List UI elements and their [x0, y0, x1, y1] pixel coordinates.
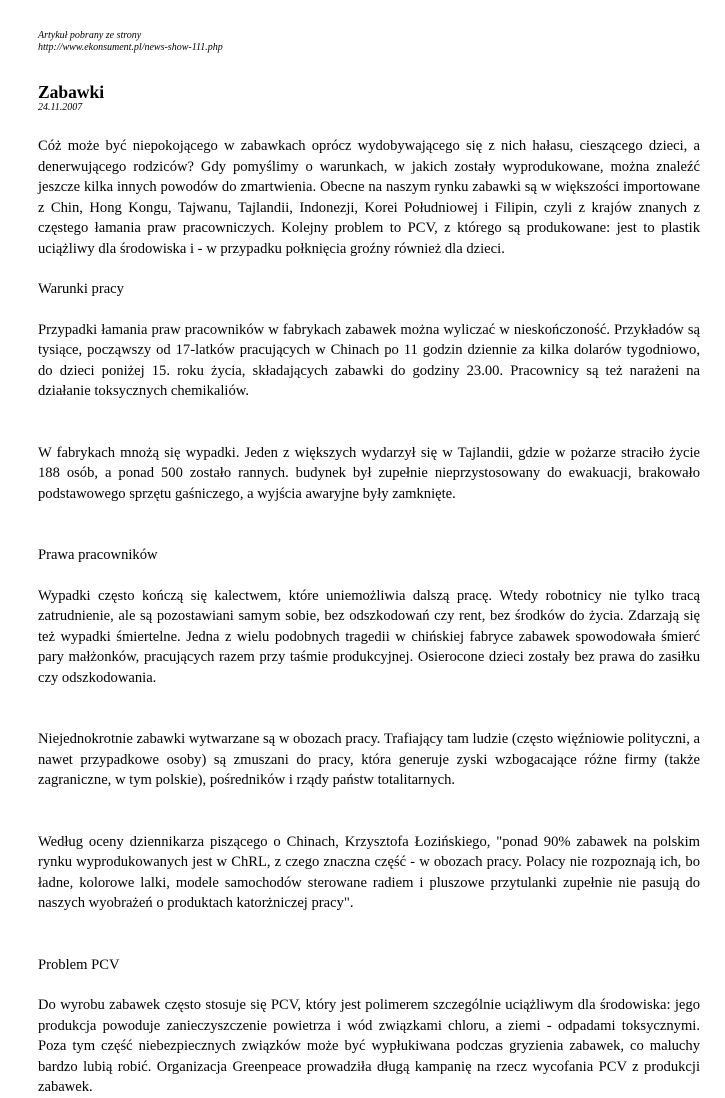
source-url: http://www.ekonsument.pl/news-show-111.php [38, 41, 223, 53]
paragraph-prawa-1: Wypadki często kończą się kalectwem, które uniemożliwia dalszą pracę. Wtedy robotnicy nie tylko tracą zatrudnienie, ale są pozostawiani samym sobie, bez odszkodowań czy rent, bez środków do życia. Zdarzają się też wypadki śmiertelne. Jedna z wielu podobnych tragedii w chińskiej fabryce zabawek spowodowała śmierć pary małżonków, pracujących razem przy taśmie produkcyjnej. Osierocone dzieci zostały bez prawa do zasiłku czy odszkodowania. [38, 587, 700, 686]
document-page [38, 30, 700, 1098]
section-heading-problem-pcv: Problem PCV [38, 956, 120, 973]
article-date: 24.11.2007 [38, 102, 83, 113]
paragraph-pcv-1: Do wyrobu zabawek często stosuje się PCV, który jest polimerem szczególnie uciążliwym dla środowiska: jego produkcja powoduje zanieczyszczenie powietrza i wód związkami chloru, a ziemi - odpadami toksycznymi. Poza tym część niebezpiecznych związków może być wypłukiwana podczas gryzienia zabawek, co maluchy bardzo lubią robić. Organizacja Greenpeace prowadziła długą kampanię na rzecz wycofania PCV z produkcji zabawek. [38, 997, 700, 1095]
paragraph-warunki-2: W fabrykach mnożą się wypadki. Jeden z większych wydarzył się w Tajlandii, gdzie w pożarze straciło życie 188 osób, a ponad 500 zostało rannych. budynek był zupełnie nieprzystosowany do ewakuacji, brakowało podstawowego sprzętu gaśniczego, a wyjścia awaryjne były zamknięte. [38, 444, 700, 502]
paragraph-warunki-1: Przypadki łamania praw pracowników w fabrykach zabawek można wyliczać w nieskończoność. Przykładów są tysiące, począwszy od 17-latków pracujących w Chinach po 11 godzin dziennie za kilka dolarów tygodniowo, do dzieci poniżej 15. roku życia, składających zabawki do godziny 23.00. Pracownicy są też narażeni na działanie toksycznych chemikaliów. [38, 321, 700, 399]
section-heading-warunki-pracy: Warunki pracy [38, 281, 124, 297]
source-note [38, 30, 700, 53]
paragraph-prawa-3: Według oceny dziennikarza piszącego o Chinach, Krzysztofa Łozińskiego, "ponad 90% zabawek na polskim rynku wyprodukowanych jest w ChRL, z czego znaczna część - w obozach pracy. Polacy nie rozpoznają ich, bo ładne, kolorowe lalki, modele samochodów sterowane radiem i pluszowe przytulanki zupełnie nie pasują do naszych wyobrażeń o produktach katorżniczej pracy". [38, 833, 700, 911]
article-title: Zabawki [38, 82, 105, 102]
paragraph-prawa-2: Niejednokrotnie zabawki wytwarzane są w obozach pracy. Trafiający tam ludzie (często więźniowie polityczni, a nawet przypadkowe osoby) są zmuszani do pracy, która generuje zyski wzbogacające różne firmy (także zagraniczne, w tym polskie), pośredników i rządy państw totalitarnych. [38, 731, 700, 788]
section-heading-prawa-pracownikow: Prawa pracowników [38, 547, 158, 563]
source-label: Artykuł pobrany ze strony [38, 30, 142, 41]
intro-paragraph: Cóż może być niepokojącego w zabawkach oprócz wydobywającego się z nich hałasu, cieszącego dzieci, a denerwującego rodziców? Gdy pomyślimy o warunkach, w jakich zostały wyprodukowane, można znaleźć jeszcze kilka innych powodów do zmartwienia. Obecne na naszym rynku zabawki są w większości importowane z Chin, Hong Kongu, Tajwanu, Tajlandii, Indonezji, Korei Południowej i Filipin, czyli z krajów znanych z częstego łamania praw pracowniczych. Kolejny problem to PCV, z którego są produkowane: jest to plastik uciążliwy dla środowiska i - w przypadku połknięcia groźny również dla dzieci. [38, 138, 700, 257]
